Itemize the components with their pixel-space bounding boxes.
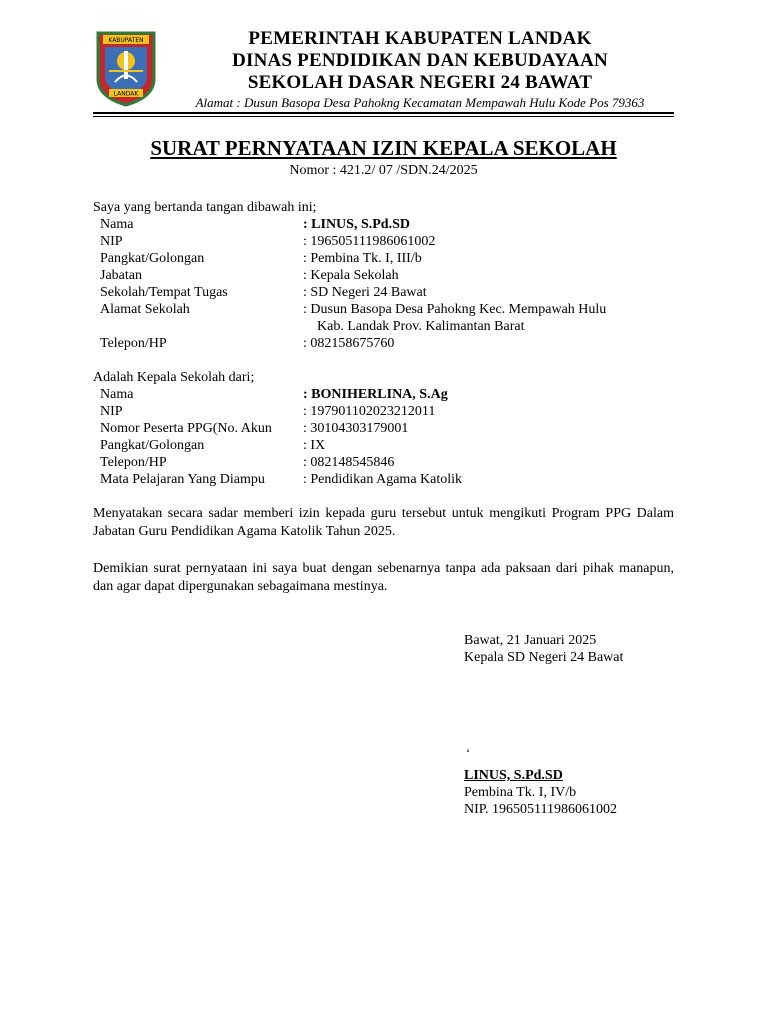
field-value: : Pendidikan Agama Katolik xyxy=(303,472,463,487)
letterhead-address: Alamat : Dusun Basopa Desa Pahokng Kecamatan Mempawah Hulu Kode Pos 79363 xyxy=(195,95,645,110)
signer-row xyxy=(93,216,683,233)
logo-bottom-text: LANDAK xyxy=(113,90,139,98)
signer-row xyxy=(93,267,683,284)
teacher-row xyxy=(93,471,683,488)
document-number: Nomor : 421.2/ 07 /SDN.24/2025 xyxy=(289,163,478,178)
teacher-details xyxy=(93,386,683,488)
field-label: Telepon/HP xyxy=(100,455,167,470)
field-value: : 197901102023212011 xyxy=(303,404,436,419)
field-label: Mata Pelajaran Yang Diampu xyxy=(100,472,265,487)
signer-row xyxy=(93,335,683,352)
field-value: : Dusun Basopa Desa Pahokng Kec. Mempawah Hulu xyxy=(303,302,607,317)
signer-row xyxy=(93,250,683,267)
school-address-continued: Kab. Landak Prov. Kalimantan Barat xyxy=(317,319,525,334)
teacher-row xyxy=(93,403,683,420)
letterhead xyxy=(170,28,670,111)
teacher-row xyxy=(93,386,683,403)
field-value: : LINUS, S.Pd.SD xyxy=(303,217,410,232)
letterhead-divider-thin xyxy=(93,116,674,117)
field-label: NIP xyxy=(100,234,123,249)
field-label: Nama xyxy=(100,217,134,232)
field-label: Pangkat/Golongan xyxy=(100,438,205,453)
signature-block xyxy=(464,632,724,666)
field-label: Alamat Sekolah xyxy=(100,302,190,317)
signer-position: Kepala SD Negeri 24 Bawat xyxy=(464,650,624,665)
signer-row xyxy=(93,301,683,318)
signer-row xyxy=(93,284,683,301)
closing-paragraph: Demikian surat pernyataan ini saya buat dengan sebenarnya tanpa ada paksaan dari pihak manapun, dan agar dapat dipergunakan sebagaimana mestinya. xyxy=(93,561,674,594)
signatory-rank: Pembina Tk. I, IV/b xyxy=(464,785,577,800)
field-label: NIP xyxy=(100,404,123,419)
teacher-row xyxy=(93,437,683,454)
teacher-row xyxy=(93,454,683,471)
field-value: : BONIHERLINA, S.Ag xyxy=(303,387,448,402)
teacher-row xyxy=(93,420,683,437)
field-value: : IX xyxy=(303,438,326,453)
intro-teacher: Adalah Kepala Sekolah dari; xyxy=(93,370,255,385)
field-value: : 30104303179001 xyxy=(303,421,409,436)
signatory-nip: NIP. 196505111986061002 xyxy=(464,802,617,817)
field-label: Pangkat/Golongan xyxy=(100,251,205,266)
logo-top-text: KABUPATEN xyxy=(108,37,144,44)
signatory-details xyxy=(464,767,724,818)
letterhead-line-2: DINAS PENDIDIKAN DAN KEBUDAYAAN xyxy=(232,50,608,71)
field-label: Jabatan xyxy=(100,268,142,283)
field-label: Telepon/HP xyxy=(100,336,167,351)
field-value: : 082158675760 xyxy=(303,336,395,351)
landak-regency-emblem-icon xyxy=(95,27,157,107)
signer-row xyxy=(93,233,683,250)
document-title: SURAT PERNYATAAN IZIN KEPALA SEKOLAH xyxy=(150,136,617,160)
field-value: : 082148545846 xyxy=(303,455,395,470)
letterhead-line-1: PEMERINTAH KABUPATEN LANDAK xyxy=(248,28,592,49)
signatory-name: LINUS, S.Pd.SD xyxy=(464,768,563,783)
field-label: Nama xyxy=(100,387,134,402)
field-label: Nomor Peserta PPG(No. Akun xyxy=(100,421,272,436)
signer-details xyxy=(93,216,683,352)
field-value: : SD Negeri 24 Bawat xyxy=(303,285,427,300)
letterhead-divider-thick xyxy=(93,112,674,114)
intro-signer: Saya yang bertanda tangan dibawah ini; xyxy=(93,200,317,215)
statement-paragraph: Menyatakan secara sadar memberi izin kepada guru tersebut untuk mengikuti Program PPG Dalam Jabatan Guru Pendidikan Agama Katolik Tahun 2025. xyxy=(93,506,674,539)
field-value: : 196505111986061002 xyxy=(303,234,436,249)
signature-mark: ‘ xyxy=(466,746,470,760)
field-label: Sekolah/Tempat Tugas xyxy=(100,285,228,300)
letterhead-line-3: SEKOLAH DASAR NEGERI 24 BAWAT xyxy=(247,72,593,93)
field-value: : Kepala Sekolah xyxy=(303,268,399,283)
field-value: : Pembina Tk. I, III/b xyxy=(303,251,422,266)
place-date: Bawat, 21 Januari 2025 xyxy=(464,633,597,648)
